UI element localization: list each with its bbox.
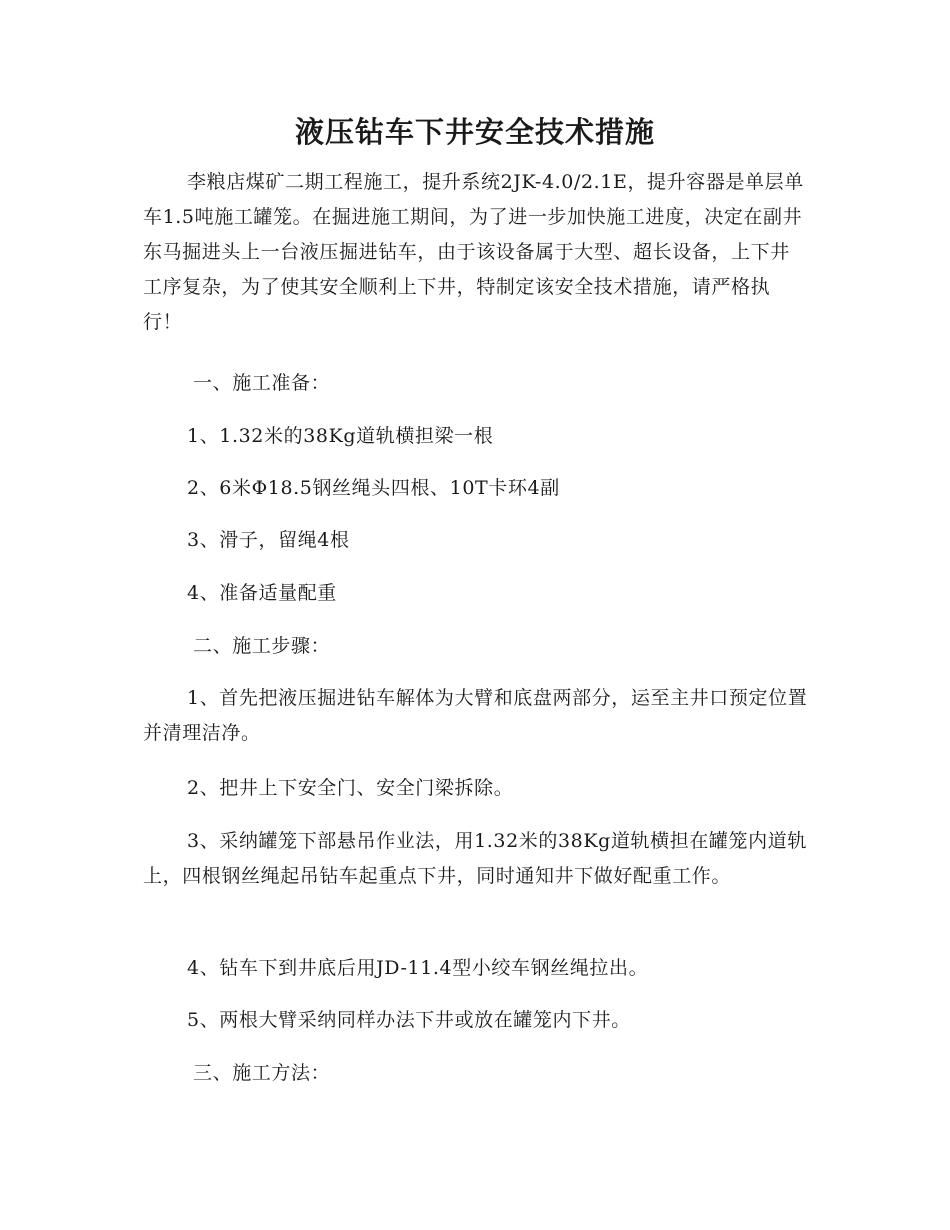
section-1-item-3: 3、滑子，留绳4根: [187, 529, 350, 551]
section-1-item-2: 2、6米Φ18.5钢丝绳头四根、10T卡环4副: [187, 477, 560, 499]
section-2-heading: 二、施工步骤：: [193, 635, 331, 657]
document-title: 液压钻车下井安全技术措施: [294, 115, 655, 149]
section-3-heading: 三、施工方法：: [193, 1062, 331, 1084]
intro-paragraph: 李粮店煤矿二期工程施工，提升系统2JK-4.0/2.1E，提升容器是单层单车1.5吨施工罐笼。在掘进施工期间，为了进一步加快施工进度，决定在副井东马掘进头上一台液压掘进钻车，由于该设备属于大型、超长设备，上下井工序复杂，为了使其安全顺利上下井，特制定该安全技术措施，请严格执行！: [143, 171, 804, 333]
section-2-item-2: 2、把井上下安全门、安全门梁拆除。: [187, 777, 514, 799]
section-2-item-1: 1、首先把液压掘进钻车解体为大臂和底盘两部分，运至主井口预定位置并清理洁净。: [143, 687, 808, 744]
section-2-item-4: 4、钻车下到井底后用JD-11.4型小绞车钢丝绳拉出。: [187, 957, 649, 979]
section-2-item-3: 3、采纳罐笼下部悬吊作业法，用1.32米的38Kg道轨横担在罐笼内道轨上，四根钢丝绳起吊钻车起重点下井，同时通知井下做好配重工作。: [143, 830, 807, 887]
section-2-item-5: 5、两根大臂采纳同样办法下井或放在罐笼内下井。: [187, 1009, 631, 1031]
section-1-heading: 一、施工准备：: [193, 372, 331, 394]
section-1-item-4: 4、准备适量配重: [187, 582, 337, 604]
section-1-item-1: 1、1.32米的38Kg道轨横担梁一根: [187, 425, 494, 447]
